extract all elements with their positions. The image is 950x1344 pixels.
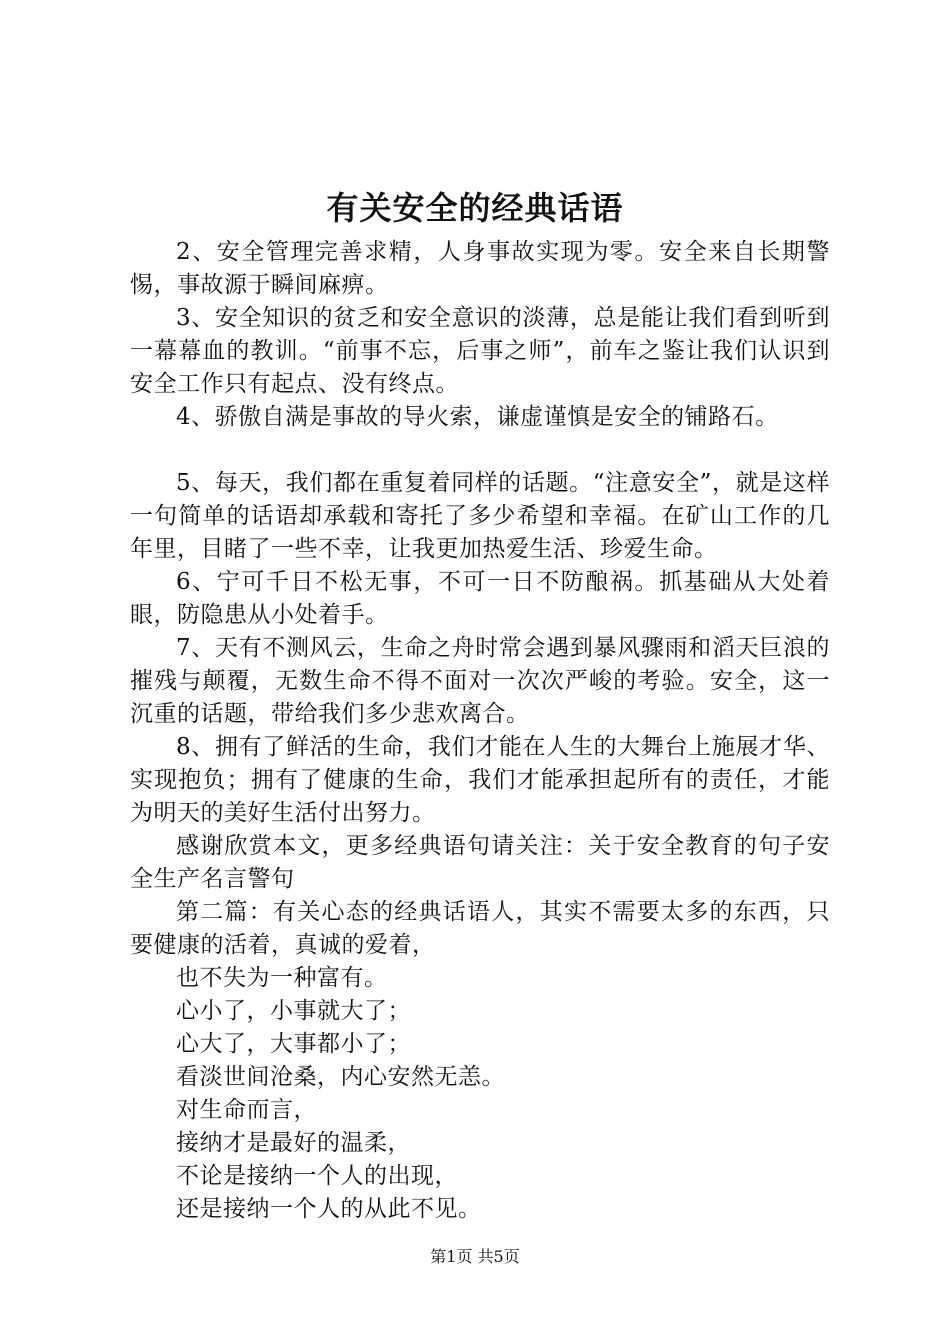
- poem-line: 也不失为一种富有。: [176, 965, 388, 991]
- document-title: 有关安全的经典话语: [326, 189, 624, 227]
- paragraph: 2、安全管理完善求精，人身事故实现为零。安全来自长期警惕，事故源于瞬间麻痹。: [130, 239, 830, 298]
- poem-line: 心小了，小事就大了；: [176, 998, 411, 1024]
- paragraph: 6、宁可千日不松无事，不可一日不防酿祸。抓基础从大处着眼，防隐患从小处着手。: [130, 569, 830, 628]
- poem-line: 接纳才是最好的温柔，: [176, 1130, 411, 1156]
- paragraph: 第二篇：有关心态的经典话语人，其实不需要太多的东西，只要健康的活着，真诚的爱着，: [130, 899, 830, 958]
- paragraph: 8、拥有了鲜活的生命，我们才能在人生的大舞台上施展才华、实现抱负；拥有了健康的生命，我们才能承担起所有的责任，才能为明天的美好生活付出努力。: [130, 734, 830, 826]
- paragraph: 4、骄傲自满是事故的导火索，谦虚谨慎是安全的铺路石。: [176, 404, 779, 430]
- poem-line: 看淡世间沧桑，内心安然无恙。: [176, 1064, 505, 1090]
- paragraph: 3、安全知识的贫乏和安全意识的淡薄，总是能让我们看到听到一幕幕血的教训。“前事不忘，后事之师”，前车之鉴让我们认识到安全工作只有起点、没有终点。: [130, 305, 830, 397]
- poem-line: 心大了，大事都小了；: [176, 1031, 411, 1057]
- paragraph: 感谢欣赏本文，更多经典语句请关注：关于安全教育的句子安全生产名言警句: [130, 833, 830, 892]
- poem-line: 还是接纳一个人的从此不见。: [176, 1196, 482, 1222]
- poem-line: 不论是接纳一个人的出现，: [176, 1163, 458, 1189]
- page-footer: 第1页 共5页: [430, 1247, 520, 1266]
- document-body: [130, 236, 830, 1226]
- paragraph: 7、天有不测风云，生命之舟时常会遇到暴风骤雨和滔天巨浪的摧残与颠覆，无数生命不得不面对一次次严峻的考验。安全，这一沉重的话题，带给我们多少悲欢离合。: [130, 635, 830, 727]
- poem-line: 对生命而言，: [176, 1097, 317, 1123]
- paragraph: 5、每天，我们都在重复着同样的话题。“注意安全”，就是这样一句简单的话语却承载和寄托了多少希望和幸福。在矿山工作的几年里，目睹了一些不幸，让我更加热爱生活、珍爱生命。: [130, 470, 830, 562]
